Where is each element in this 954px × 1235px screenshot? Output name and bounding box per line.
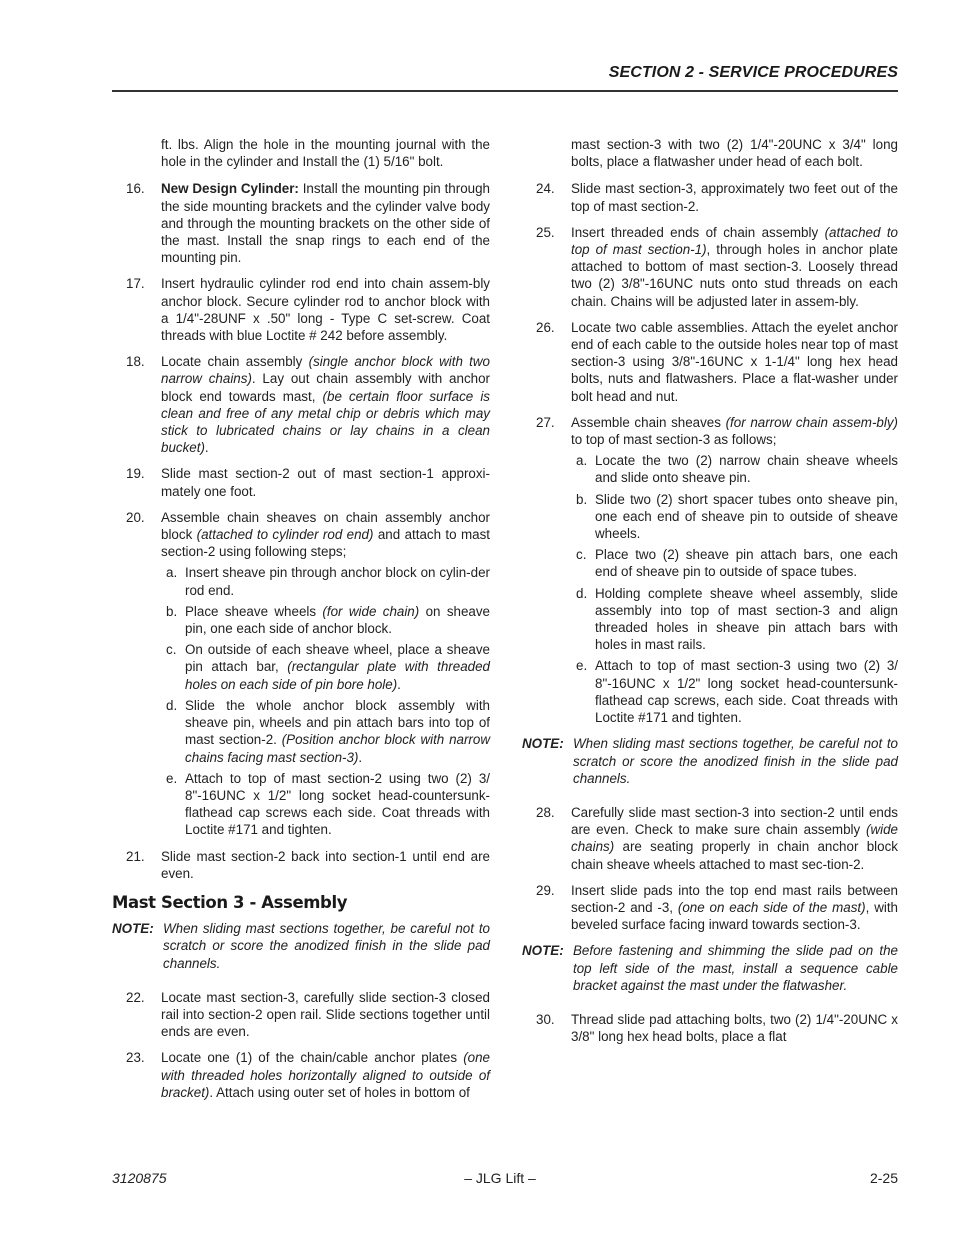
step-text: . Attach using outer set of holes in bottom of — [209, 1084, 470, 1100]
step-number: 23. — [126, 1050, 145, 1066]
step-text: . Lay out chain assembly with anchor block end towards mast, — [161, 371, 490, 404]
substep-letter: a. — [576, 453, 588, 469]
substep-text: Attach to top of mast section-2 using two (2) 3/ 8"-16UNC x 1/2" long socket head-countersunk-flathead cap screws each side. Coat threads with Loctite #171 and tighten. — [185, 770, 490, 838]
footer-page-number: 2-25 — [869, 1170, 898, 1186]
note-label: NOTE: — [112, 921, 154, 937]
step-text: Slide mast section-2 out of mast section-1 approxi-mately one foot. — [161, 466, 490, 499]
substep-27d — [522, 585, 898, 654]
step-number: 19. — [126, 466, 145, 482]
footer-company: – JLG Lift – — [464, 1170, 536, 1186]
step-text: Locate two cable assemblies. Attach the eyelet anchor end of each cable to the outside holes near top of mast section-3 using 3/8"-16UNC x 1-1/4" long hex head bolts, nuts and flatwashers. Place a flat-washer under bolt head and nut. — [571, 319, 898, 404]
step-text: Install the mounting pin through the side mounting brackets and the cylinder valve body and through the mounting brackets on the other side of the mast. Install the snap rings to each end of the mounting pin. — [161, 181, 490, 266]
substep-text: Locate the two (2) narrow chain sheave wheels and slide onto sheave pin. — [595, 453, 898, 486]
step-text: Locate one (1) of the chain/cable anchor plates — [161, 1050, 464, 1066]
step-22 — [112, 989, 490, 1041]
substep-27e — [522, 657, 898, 726]
substep-text: Place two (2) sheave pin attach bars, one each end of sheave pin to outside of space tubes. — [595, 547, 898, 580]
step-text: Locate mast section-3, carefully slide section-3 closed rail into section-2 open rail. Slide sections together until ends are even. — [161, 989, 490, 1040]
step-text: . — [204, 440, 209, 456]
step-number: 28. — [536, 804, 555, 820]
left-column — [112, 136, 490, 1110]
step-26 — [522, 319, 898, 405]
step-20 — [112, 509, 490, 561]
substep-text: . — [397, 676, 401, 692]
substep-text: Slide two (2) short spacer tubes onto sheave pin, one each end of sheave pin to outside of sheave wheels. — [595, 491, 898, 542]
substep-letter: d. — [166, 697, 178, 713]
step-italic-text: (attached to cylinder rod end) — [196, 527, 374, 543]
right-column — [522, 136, 898, 1054]
step-number: 22. — [126, 989, 145, 1005]
substep-italic-text: (for wide chain) — [322, 603, 420, 619]
step-number: 24. — [536, 181, 555, 197]
note-text: Before fastening and shimming the slide pad on the top left side of the mast, install a sequence cable bracket against the mast under the flatwasher. — [573, 943, 898, 993]
substep-letter: b. — [166, 603, 178, 619]
step-29 — [522, 882, 898, 934]
substep-italic-text: (Position anchor block with narrow chains facing mast section-3) — [185, 732, 490, 765]
step-italic-text: (attached to top of mast section-1) — [571, 224, 898, 258]
step-text: Insert hydraulic cylinder rod end into chain assem-bly anchor block. Secure cylinder rod to anchor block with a 1/4"-28UNF x .50" long - Type C set-screw. Coat threads with blue Loctite # 242 before assembly. — [161, 276, 490, 344]
step-italic-text: (wide chains) — [571, 822, 898, 855]
step-19 — [112, 465, 490, 499]
step-text: Assemble chain sheaves on chain assembly anchor block — [161, 509, 490, 543]
step-italic-text: (be certain floor surface is clean and free of any metal chip or debris which may stick to lubricated chains or lay chains in a clean bucket) — [161, 388, 491, 456]
step-number: 17. — [126, 276, 145, 292]
substep-italic-text: (rectangular plate with threaded holes on each side of pin bore hole) — [185, 659, 491, 692]
step-16 — [112, 180, 490, 266]
step-number: 26. — [536, 319, 555, 335]
substep-20b — [112, 603, 490, 637]
step-text: Slide mast section-3, approximately two feet out of the top of mast section-2. — [571, 181, 898, 214]
substep-letter: c. — [576, 547, 587, 563]
step-24 — [522, 180, 898, 214]
step-text: Insert slide pads into the top end mast rails between section-2 and -3, — [571, 882, 898, 915]
step-number: 30. — [536, 1011, 555, 1027]
substep-20e — [112, 770, 490, 839]
substep-20c — [112, 641, 490, 693]
step-number: 20. — [126, 509, 145, 525]
step-28 — [522, 804, 898, 873]
step-italic-text: (for narrow chain assem-bly) — [725, 414, 899, 430]
substep-text: Place sheave wheels — [185, 603, 323, 619]
step-text: are seating properly in chain anchor block chain sheave wheels attached to mast sec-tion-2. — [571, 839, 898, 872]
substep-20d — [112, 697, 490, 766]
header-divider — [112, 90, 898, 92]
step-number: 18. — [126, 354, 145, 370]
substep-20a — [112, 564, 490, 598]
note-label: NOTE: — [522, 943, 564, 959]
substep-letter: e. — [166, 770, 178, 786]
continued-text: mast section-3 with two (2) 1/4"-20UNC x 3/4" long bolts, place a flatwasher under head of each bolt. — [571, 137, 898, 170]
step-italic-text: (one with threaded holes horizontally aligned to outside of bracket) — [161, 1050, 490, 1100]
step-30 — [522, 1011, 898, 1045]
step-text: Slide mast section-2 back into section-1 until end are even. — [161, 848, 490, 881]
substep-text: on sheave pin, one each side of anchor block. — [185, 603, 490, 637]
step-20-substeps — [112, 564, 490, 838]
substep-letter: c. — [166, 642, 177, 658]
step-17 — [112, 275, 490, 344]
step-text: Thread slide pad attaching bolts, two (2) 1/4"-20UNC x 3/8" long hex head bolts, place a flat — [571, 1011, 898, 1045]
step-text: , with beveled surface facing inward towards section-3. — [571, 899, 899, 933]
note-block — [112, 920, 490, 972]
step-text: , through holes in anchor plate attached to bottom of mast section-3. Loosely thread two (2) 3/8"-16UNC nuts onto stud threads on each chain. Chains will be adjusted later in assem-bly. — [571, 242, 898, 309]
substep-27b — [522, 491, 898, 543]
step-text: and attach to mast section-2 using following steps; — [161, 527, 490, 560]
substep-letter: e. — [576, 658, 588, 674]
substep-text: On outside of each sheave wheel, place a sheave pin attach bar, — [185, 642, 490, 675]
substep-text: Insert sheave pin through anchor block on cylin-der rod end. — [185, 565, 490, 598]
section-heading: Mast Section 3 - Assembly — [112, 892, 348, 912]
step-text: to top of mast section-3 as follows; — [571, 432, 777, 448]
step-italic-text: (single anchor block with two narrow chains) — [161, 354, 491, 387]
note-text: When sliding mast sections together, be careful not to scratch or score the anodized finish in the slide pad channels. — [573, 736, 898, 786]
substep-text: Attach to top of mast section-3 using two (2) 3/ 8"-16UNC x 1/2" long socket head-countersunk-flathead cap screws, each side. Coat threads with Loctite #171 and tighten. — [595, 658, 898, 726]
step-text: Locate chain assembly — [161, 354, 309, 370]
substep-text: Slide the whole anchor block assembly with sheave pin, wheels and pin attach bars into top of mast section-2. — [185, 697, 490, 748]
substep-letter: d. — [576, 585, 588, 601]
step-number: 25. — [536, 224, 555, 240]
step-text: Insert threaded ends of chain assembly — [571, 224, 825, 240]
substep-text: . — [358, 749, 363, 765]
substep-27c — [522, 546, 898, 580]
step-text: Assemble chain sheaves — [571, 414, 726, 430]
continued-text: ft. lbs. Align the hole in the mounting journal with the hole in the cylinder and Install the (1) 5/16" bolt. — [161, 137, 490, 170]
step-18 — [112, 353, 490, 456]
step-25 — [522, 224, 898, 310]
substep-text: Holding complete sheave wheel assembly, slide assembly into top of mast section-3 and align threaded holes in sheave pin attach bars with holes in mast rails. — [595, 585, 898, 653]
step-bold-label: New Design Cylinder: — [161, 181, 299, 197]
step-number: 16. — [126, 181, 145, 197]
note-block — [522, 735, 898, 787]
note-text: When sliding mast sections together, be careful not to scratch or score the anodized finish in the slide pad channels. — [163, 921, 490, 971]
substep-27a — [522, 452, 898, 486]
step-number: 29. — [536, 882, 555, 898]
substep-letter: b. — [576, 491, 588, 507]
step-21 — [112, 848, 490, 882]
section-header-title: SECTION 2 - SERVICE PROCEDURES — [608, 64, 898, 81]
substep-letter: a. — [166, 565, 178, 581]
note-block — [522, 942, 898, 994]
note-label: NOTE: — [522, 736, 564, 752]
step-italic-text: (one on each side of the mast) — [677, 899, 866, 915]
step-number: 21. — [126, 848, 145, 864]
footer-doc-number: 3120875 — [112, 1170, 167, 1186]
step-27-substeps — [522, 452, 898, 726]
step-27 — [522, 414, 898, 448]
step-number: 27. — [536, 414, 555, 430]
step-text: Carefully slide mast section-3 into section-2 until ends are even. Check to make sure chain assembly — [571, 804, 898, 838]
step-23 — [112, 1049, 490, 1101]
